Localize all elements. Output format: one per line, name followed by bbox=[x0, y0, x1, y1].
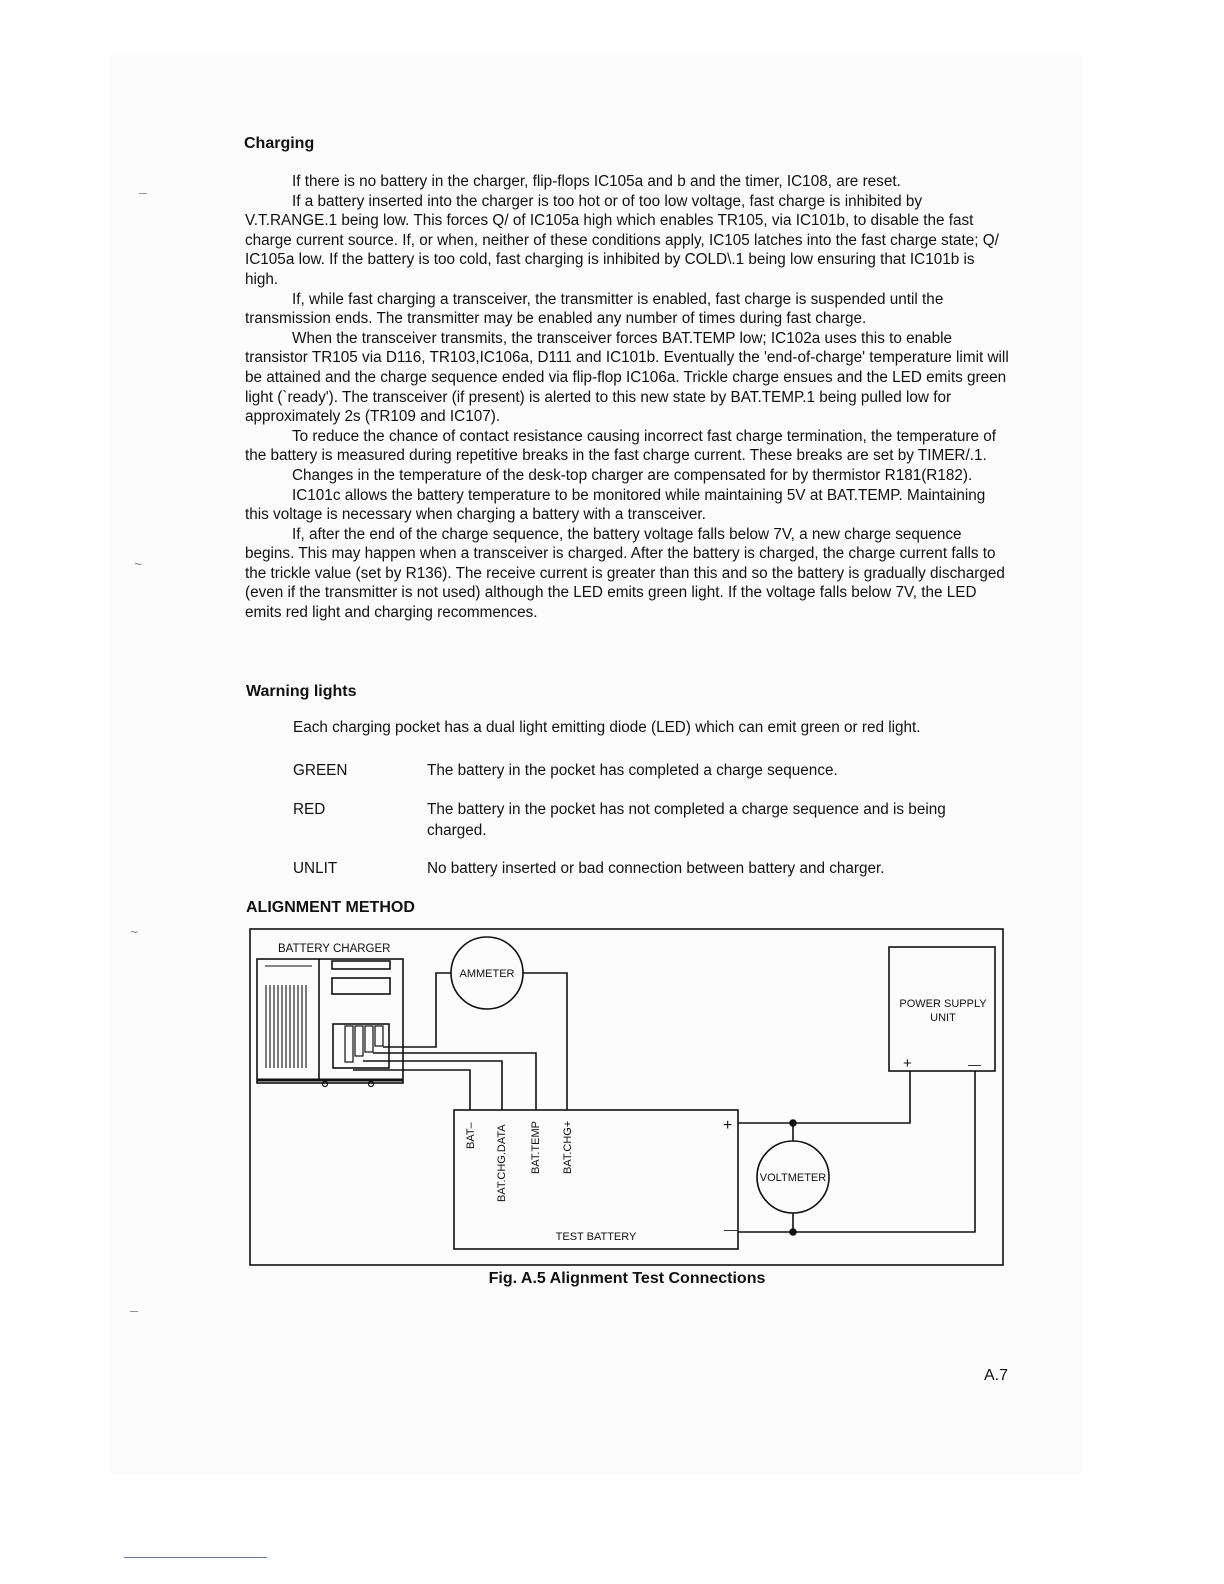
terminal-label-bat-chg-data: BAT.CHG.DATA bbox=[496, 1124, 508, 1202]
test-battery-label: TEST BATTERY bbox=[555, 1231, 637, 1243]
figure-caption bbox=[0, 1270, 1224, 1288]
charging-heading: Charging bbox=[244, 135, 315, 152]
wire bbox=[383, 973, 451, 1047]
scan-mark: _ bbox=[139, 178, 147, 194]
charging-paragraph: IC101c allows the battery temperature to be monitored while maintaining 5V at BAT.TEMP. Maintaining this voltage is necessary when charging a battery with a transceiver. bbox=[245, 486, 986, 524]
terminal-label-bat-minus: BAT– bbox=[465, 1122, 477, 1149]
charging-paragraph: Changes in the temperature of the desk-top charger are compensated for by thermistor R181(R182). bbox=[292, 466, 973, 484]
warning-key: GREEN bbox=[293, 762, 348, 779]
psu-plus-sign: + bbox=[903, 1055, 912, 1072]
warning-desc: The battery in the pocket has not completed a charge sequence and is being charged. bbox=[427, 801, 946, 839]
warning-heading: Warning lights bbox=[246, 683, 357, 700]
junction-dot bbox=[790, 1120, 796, 1126]
voltmeter-label: VOLTMETER bbox=[759, 1172, 827, 1184]
charging-paragraph: If, after the end of the charge sequence, the battery voltage falls below 7V, a new charge sequence begins. This may happen when a transceiver is charged. After the battery is charged, the charge current falls to the trickle value (set by R136). The receive current is greater than this and so the battery is gradually discharged (even if the transmitter is not used) although the LED emits green light. If the voltage falls below 7V, the LED emits red light and charging recommences. bbox=[245, 525, 1005, 622]
warning-key: RED bbox=[293, 801, 326, 818]
battery-charger-label: BATTERY CHARGER bbox=[278, 943, 391, 955]
scan-mark: ~ bbox=[130, 924, 139, 940]
charging-paragraph: To reduce the chance of contact resistance causing incorrect fast charge termination, the temperature of the battery is measured during repetitive breaks in the fast charge current. These breaks are set by TIMER/.1. bbox=[245, 427, 997, 465]
warning-key: UNLIT bbox=[293, 860, 338, 877]
wire bbox=[353, 1070, 470, 1110]
terminal-label-bat-chg-plus: BAT.CHG+ bbox=[562, 1120, 574, 1174]
ammeter-label: AMMETER bbox=[459, 968, 515, 980]
wire bbox=[523, 973, 567, 1110]
charging-paragraph: If, while fast charging a transceiver, the transmitter is enabled, fast charge is suspended until the transmission ends. The transmitter may be enabled any number of times during fast charge. bbox=[245, 290, 944, 328]
power-supply-label-line2: UNIT bbox=[930, 1012, 956, 1024]
diagram-frame bbox=[250, 929, 1003, 1265]
scan-mark: ~ bbox=[134, 556, 143, 572]
battery-plus-sign: + bbox=[723, 1117, 733, 1134]
charging-paragraph: If there is no battery in the charger, flip-flops IC105a and b and the timer, IC108, are reset. bbox=[292, 173, 901, 190]
battery-charger bbox=[257, 959, 403, 1087]
alignment-heading: ALIGNMENT METHOD bbox=[246, 899, 415, 916]
terminal-label-bat-temp: BAT.TEMP bbox=[530, 1121, 542, 1174]
wire bbox=[738, 1071, 910, 1123]
page-number: A.7 bbox=[984, 1367, 1009, 1384]
charging-paragraph: When the transceiver transmits, the transceiver forces BAT.TEMP low; IC102a uses this to enable transistor TR105 via D116, TR103,IC106a, D111 and IC101b. Eventually the 'end-of-charge' temperature limit will be attained and the charge sequence ended via flip-flop IC106a. Trickle charge ensues and the LED emits green light (`ready'). The transceiver (if present) is alerted to this new state by BAT.TEMP.1 being pulled low for approximately 2s (TR109 and IC107). bbox=[245, 329, 1009, 426]
figure-caption-text: Fig. A.5 Alignment Test Connections bbox=[488, 1270, 766, 1287]
charging-paragraph: If a battery inserted into the charger is too hot or of too low voltage, fast charge is inhibited by V.T.RANGE.1 being low. This forces Q/ of IC105a high which enables TR105, via IC101b, to disable the fast charge current source. If, or when, neither of these conditions apply, IC105 latches into the fast charge state; Q/ IC105a low. If the battery is too cold, fast charging is inhibited by COLD\.1 being low ensuring that IC101b is high. bbox=[245, 192, 999, 288]
power-supply-label-line1: POWER SUPPLY bbox=[899, 998, 987, 1010]
scan-mark: _ bbox=[130, 1296, 138, 1312]
battery-minus-sign: — bbox=[724, 1222, 737, 1237]
junction-dot bbox=[790, 1229, 796, 1235]
warning-intro: Each charging pocket has a dual light emitting diode (LED) which can emit green or red light. bbox=[293, 719, 921, 736]
psu-minus-sign: — bbox=[968, 1057, 981, 1072]
warning-desc: The battery in the pocket has completed a charge sequence. bbox=[427, 762, 838, 779]
bottom-rule bbox=[124, 1557, 267, 1558]
warning-desc: No battery inserted or bad connection between battery and charger. bbox=[427, 860, 885, 877]
